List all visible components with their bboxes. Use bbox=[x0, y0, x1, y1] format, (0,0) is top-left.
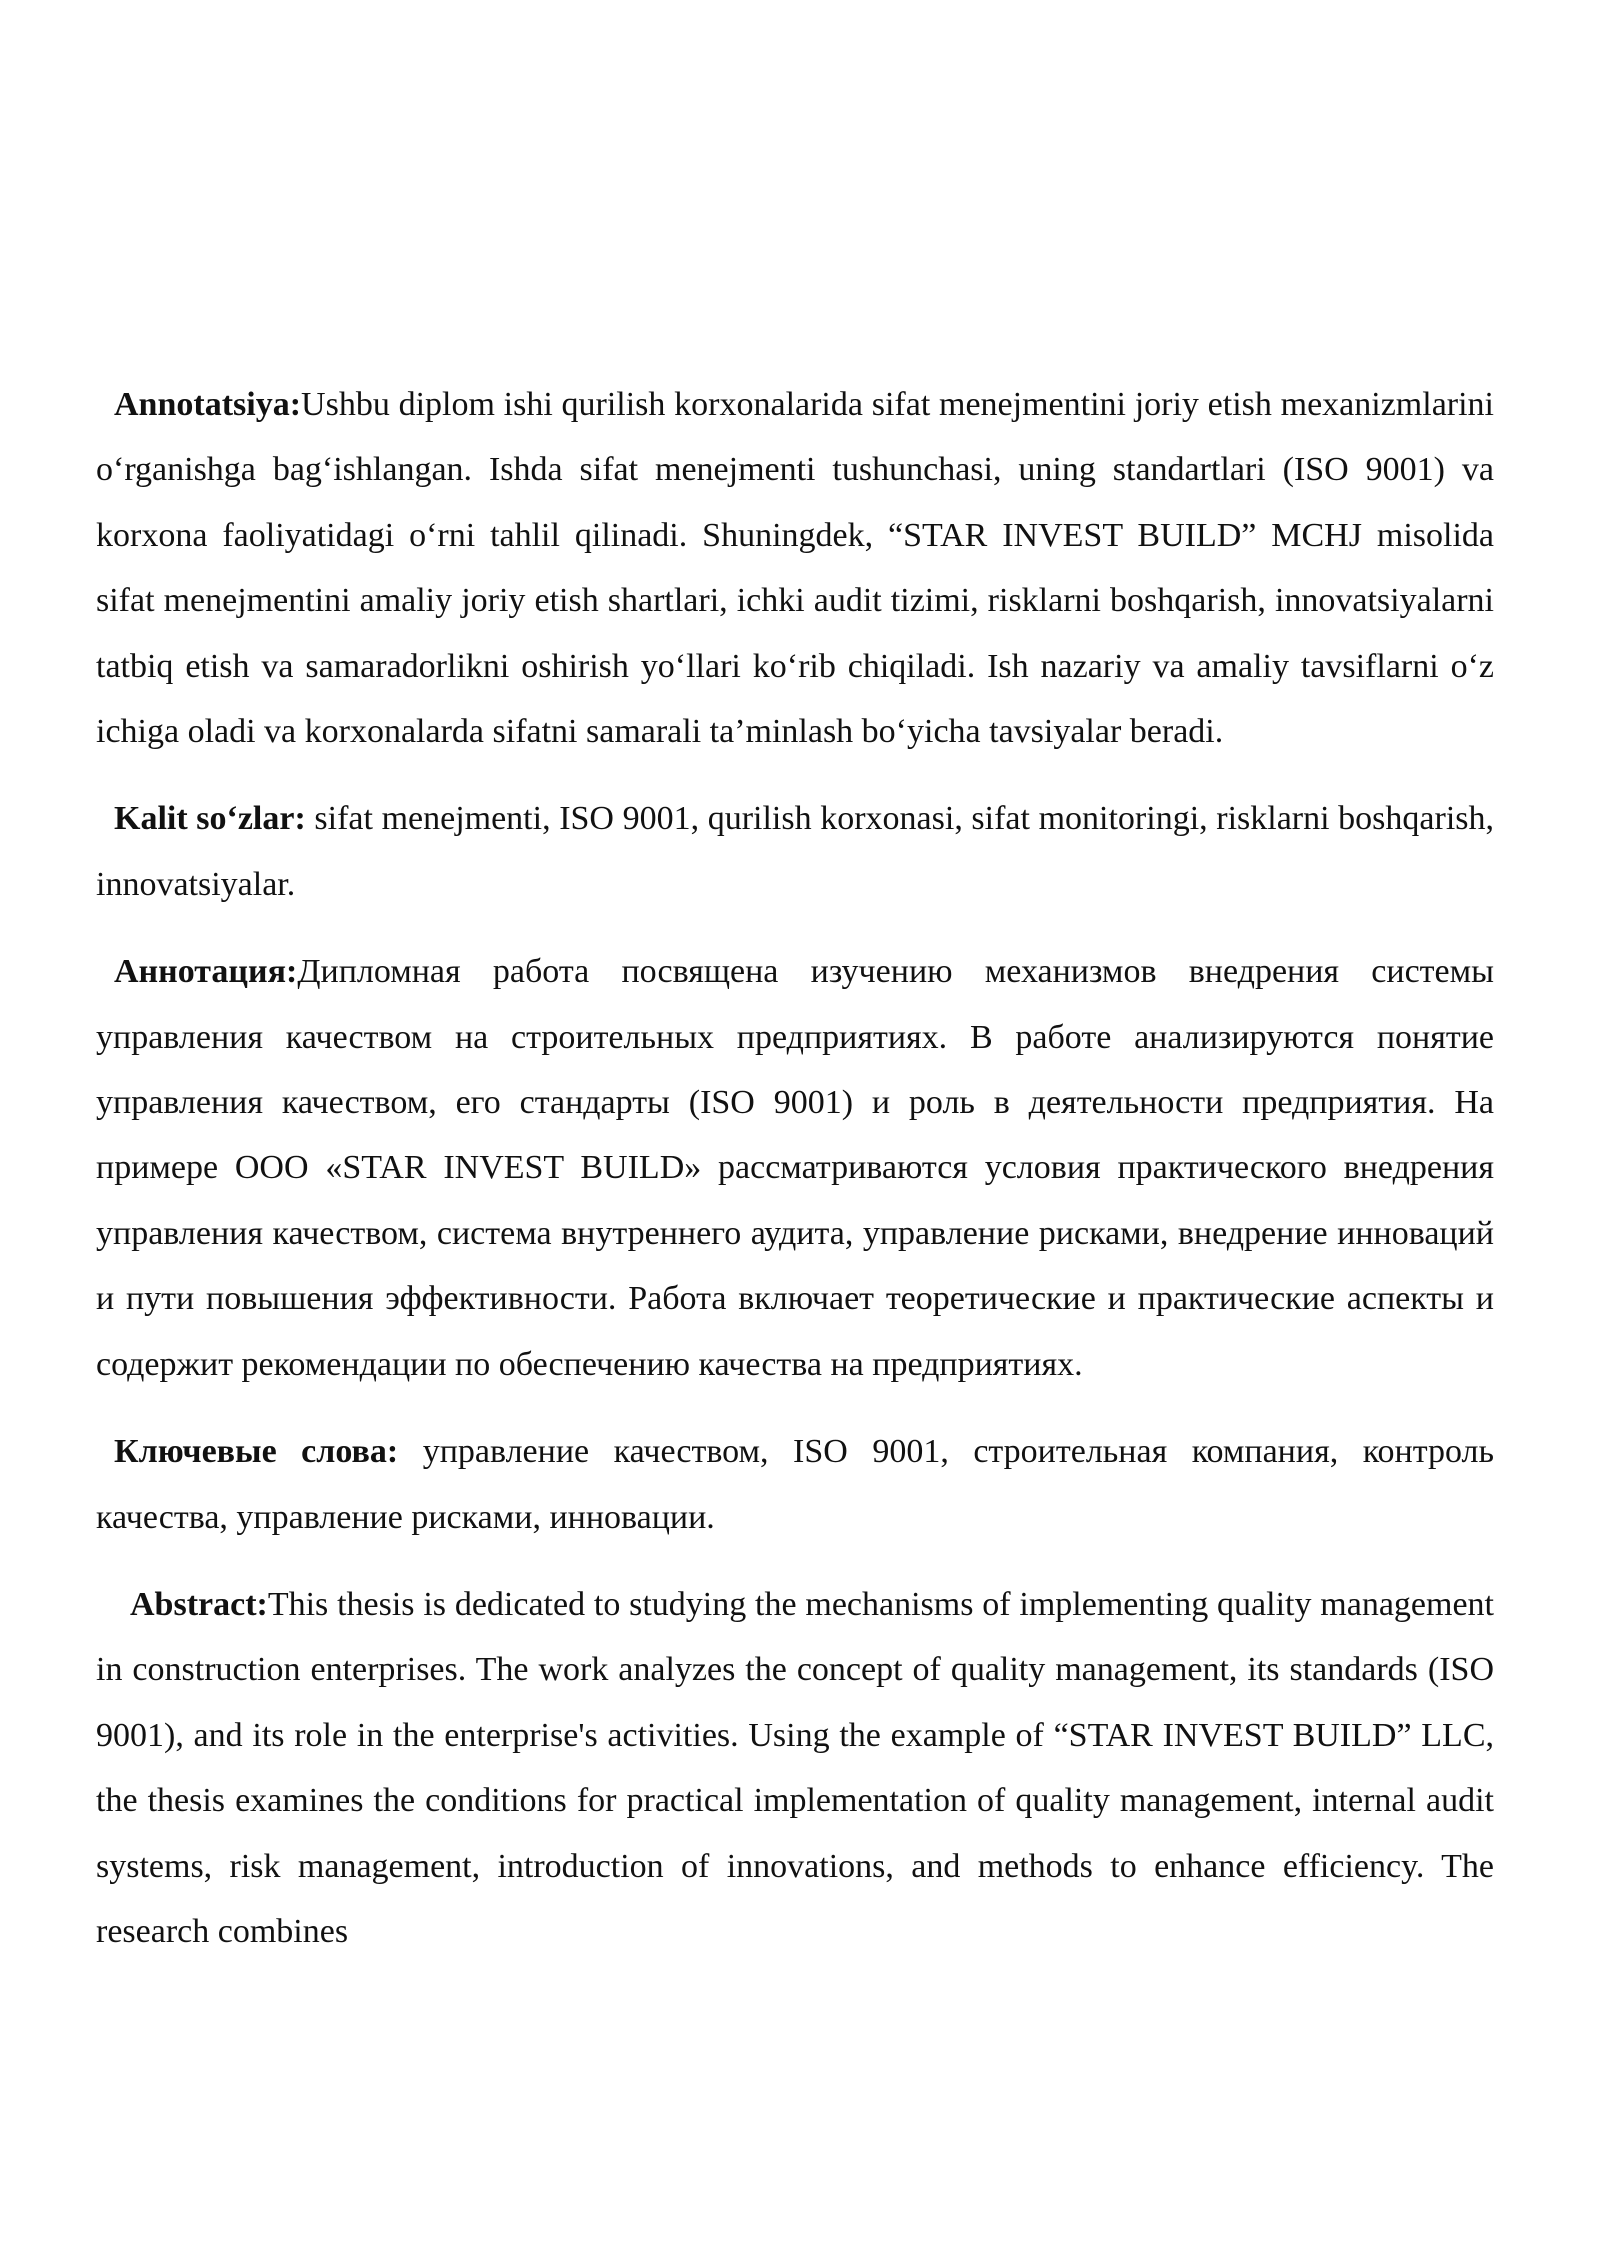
keywords-ru-text: управление качеством, ISO 9001, строительная компания, контроль качества, управление рисками, инновации. bbox=[96, 1433, 1494, 1536]
annotation-ru-paragraph bbox=[96, 939, 1494, 1397]
abstract-en-label: Abstract: bbox=[130, 1585, 268, 1623]
annotation-ru-text: Дипломная работа посвящена изучению механизмов внедрения системы управления качеством на строительных предприятиях. В работе анализируются понятие управления качеством, его стандарты (ISO 9001) и роль в деятельности предприятия. На примере ООО «STAR INVEST BUILD» рассматриваются условия практического внедрения управления качеством, система внутреннего аудита, управление рисками, внедрение инноваций и пути повышения эффективности. Работа включает теоретические и практические аспекты и содержит рекомендации по обеспечению качества на предприятиях. bbox=[96, 953, 1494, 1383]
keywords-ru-paragraph bbox=[96, 1419, 1494, 1550]
abstract-en-paragraph bbox=[96, 1572, 1494, 1964]
paragraph-gap bbox=[96, 1550, 1494, 1572]
document-page bbox=[96, 372, 1494, 1964]
keywords-ru-label: Ключевые слова: bbox=[114, 1433, 399, 1471]
paragraph-gap bbox=[96, 1397, 1494, 1419]
annotation-ru-label: Аннотация: bbox=[114, 953, 298, 991]
paragraph-gap bbox=[96, 764, 1494, 786]
paragraph-gap bbox=[96, 917, 1494, 939]
keywords-uz-label: Kalit so‘zlar: bbox=[114, 800, 306, 838]
abstract-en-text: This thesis is dedicated to studying the mechanisms of implementing quality management in construction enterprises. The work analyzes the concept of quality management, its standards (ISO 9001), and its role in the enterprise's activities. Using the example of “STAR INVEST BUILD” LLC, the thesis examines the conditions for practical implementation of quality management, internal audit systems, risk management, introduction of innovations, and methods to enhance efficiency. The research combines bbox=[96, 1585, 1494, 1950]
annotation-uz-paragraph bbox=[96, 372, 1494, 764]
keywords-uz-text: sifat menejmenti, ISO 9001, qurilish korxonasi, sifat monitoringi, risklarni boshqarish, innovatsiyalar. bbox=[96, 800, 1495, 903]
annotation-uz-label: Annotatsiya: bbox=[114, 386, 302, 423]
keywords-uz-paragraph bbox=[96, 786, 1494, 917]
annotation-uz-text: Ushbu diplom ishi qurilish korxonalarida sifat menejmentini joriy etish mexanizmlarini o‘rganishga bag‘ishlangan. Ishda sifat menejmenti tushunchasi, uning standartlari (ISO 9001) va korxona faoliyatidagi o‘rni tahlil qilinadi. Shuningdek, “STAR INVEST BUILD” MCHJ misolida sifat menejmentini amaliy joriy etish shartlari, ichki audit tizimi, risklarni boshqarish, innovatsiyalarni tatbiq etish va samaradorlikni oshirish yo‘llari ko‘rib chiqiladi. Ish nazariy va amaliy tavsiflarni o‘z ichiga oladi va korxonalarda sifatni samarali ta’minlash bo‘yicha tavsiyalar beradi. bbox=[96, 386, 1494, 751]
